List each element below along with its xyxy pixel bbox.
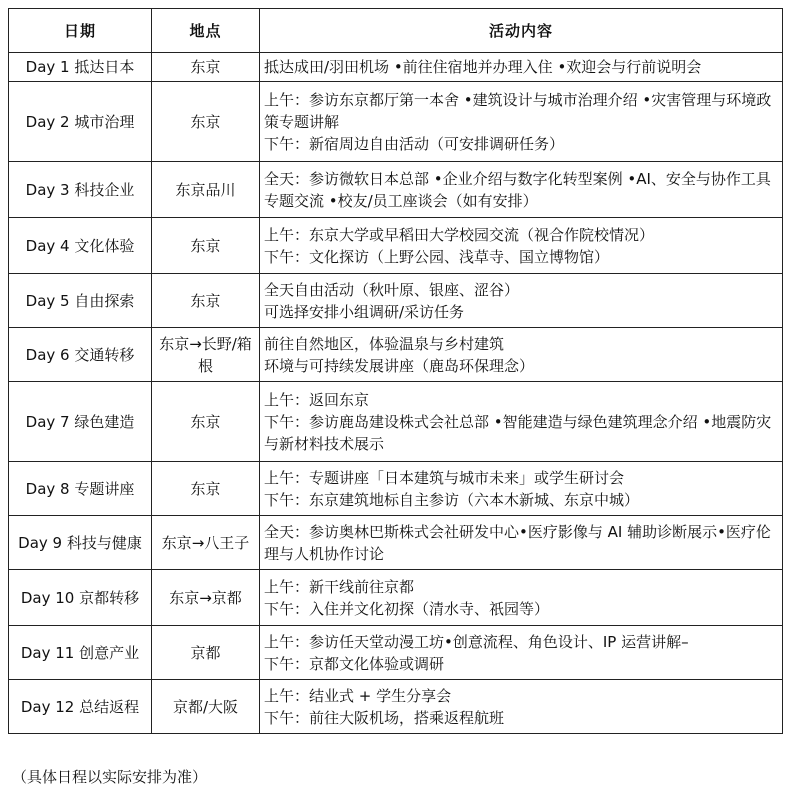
- row-day: Day 5 自由探索: [9, 274, 152, 328]
- row-day: Day 12 总结返程: [9, 680, 152, 734]
- table-row: [9, 82, 783, 162]
- activity-line: 上午：返回东京: [264, 390, 370, 409]
- itinerary-table: [8, 8, 783, 734]
- table-row: [9, 516, 783, 570]
- activity-line: 上午：结业式 + 学生分享会: [264, 686, 452, 705]
- activity-line: 下午：京都文化体验或调研: [264, 654, 445, 673]
- table-row: [9, 462, 783, 516]
- table-header-row: [9, 9, 783, 53]
- row-day: Day 10 京都转移: [9, 570, 152, 626]
- row-activity: [260, 274, 783, 328]
- row-activity: [260, 462, 783, 516]
- row-location: 东京→京都: [152, 570, 260, 626]
- row-activity: [260, 680, 783, 734]
- table-row: [9, 382, 783, 462]
- row-location: 东京: [152, 218, 260, 274]
- row-location: 京都/大阪: [152, 680, 260, 734]
- activity-line: 下午：入住并文化初探（清水寺、祇园等）: [264, 599, 550, 618]
- row-activity: [260, 516, 783, 570]
- table-row: [9, 328, 783, 382]
- activity-line: 上午：专题讲座「日本建筑与城市未来」或学生研讨会: [264, 468, 625, 487]
- row-location: 东京: [152, 82, 260, 162]
- table-row: [9, 274, 783, 328]
- row-activity: [260, 328, 783, 382]
- row-day: Day 1 抵达日本: [9, 53, 152, 82]
- row-activity: [260, 53, 783, 82]
- table-row: [9, 53, 783, 82]
- activity-line: 上午：参访东京都厅第一本舍 •建筑设计与城市治理介绍 •灾害管理与环境政策专题讲解: [264, 90, 772, 131]
- row-location: 东京→长野/箱根: [152, 328, 260, 382]
- footnote: （具体日程以实际安排为准）: [12, 768, 208, 786]
- row-day: Day 4 文化体验: [9, 218, 152, 274]
- header-activity: 活动内容: [260, 9, 783, 53]
- activity-line: 下午：文化探访（上野公园、浅草寺、国立博物馆）: [264, 247, 610, 266]
- activity-line: 下午：参访鹿岛建设株式会社总部 •智能建造与绿色建筑理念介绍 •地震防灾与新材料技术展示: [264, 412, 772, 453]
- activity-line: 下午：新宿周边自由活动（可安排调研任务）: [264, 134, 565, 153]
- activity-line: 前往自然地区，体验温泉与乡村建筑: [264, 334, 505, 353]
- table-row: [9, 570, 783, 626]
- table-row: [9, 218, 783, 274]
- activity-line: 可选择安排小组调研/采访任务: [264, 302, 465, 321]
- row-activity: [260, 82, 783, 162]
- activity-line: 全天：参访微软日本总部 •企业介绍与数字化转型案例 •AI、安全与协作工具专题交流 •校友/员工座谈会（如有安排）: [264, 169, 771, 210]
- row-location: 东京: [152, 274, 260, 328]
- activity-line: 全天自由活动（秋叶原、银座、涩谷）: [264, 280, 520, 299]
- row-day: Day 6 交通转移: [9, 328, 152, 382]
- activity-line: 全天：参访奥林巴斯株式会社研发中心•医疗影像与 AI 辅助诊断展示•医疗伦理与人机协作讨论: [264, 522, 771, 563]
- activity-line: 上午：新干线前往京都: [264, 577, 415, 596]
- table-row: [9, 680, 783, 734]
- row-location: 东京→八王子: [152, 516, 260, 570]
- row-location: 东京: [152, 462, 260, 516]
- row-activity: [260, 570, 783, 626]
- row-day: Day 11 创意产业: [9, 626, 152, 680]
- row-day: Day 2 城市治理: [9, 82, 152, 162]
- activity-line: 上午：参访任天堂动漫工坊•创意流程、角色设计、IP 运营讲解–: [264, 632, 689, 651]
- row-activity: [260, 626, 783, 680]
- header-date: 日期: [9, 9, 152, 53]
- activity-line: 上午：东京大学或早稻田大学校园交流（视合作院校情况）: [264, 225, 655, 244]
- row-location: 京都: [152, 626, 260, 680]
- row-location: 东京: [152, 53, 260, 82]
- activity-line: 环境与可持续发展讲座（鹿岛环保理念）: [264, 356, 535, 375]
- table-row: [9, 162, 783, 218]
- row-activity: [260, 218, 783, 274]
- row-day: Day 9 科技与健康: [9, 516, 152, 570]
- activity-line: 下午：东京建筑地标自主参访（六本木新城、东京中城）: [264, 490, 640, 509]
- header-location: 地点: [152, 9, 260, 53]
- row-day: Day 7 绿色建造: [9, 382, 152, 462]
- row-activity: [260, 162, 783, 218]
- row-location: 东京: [152, 382, 260, 462]
- row-activity: [260, 382, 783, 462]
- activity-line: 抵达成田/羽田机场 •前往住宿地并办理入住 •欢迎会与行前说明会: [264, 58, 702, 76]
- row-location: 东京品川: [152, 162, 260, 218]
- table-row: [9, 626, 783, 680]
- row-day: Day 8 专题讲座: [9, 462, 152, 516]
- row-day: Day 3 科技企业: [9, 162, 152, 218]
- activity-line: 下午：前往大阪机场，搭乘返程航班: [264, 708, 505, 727]
